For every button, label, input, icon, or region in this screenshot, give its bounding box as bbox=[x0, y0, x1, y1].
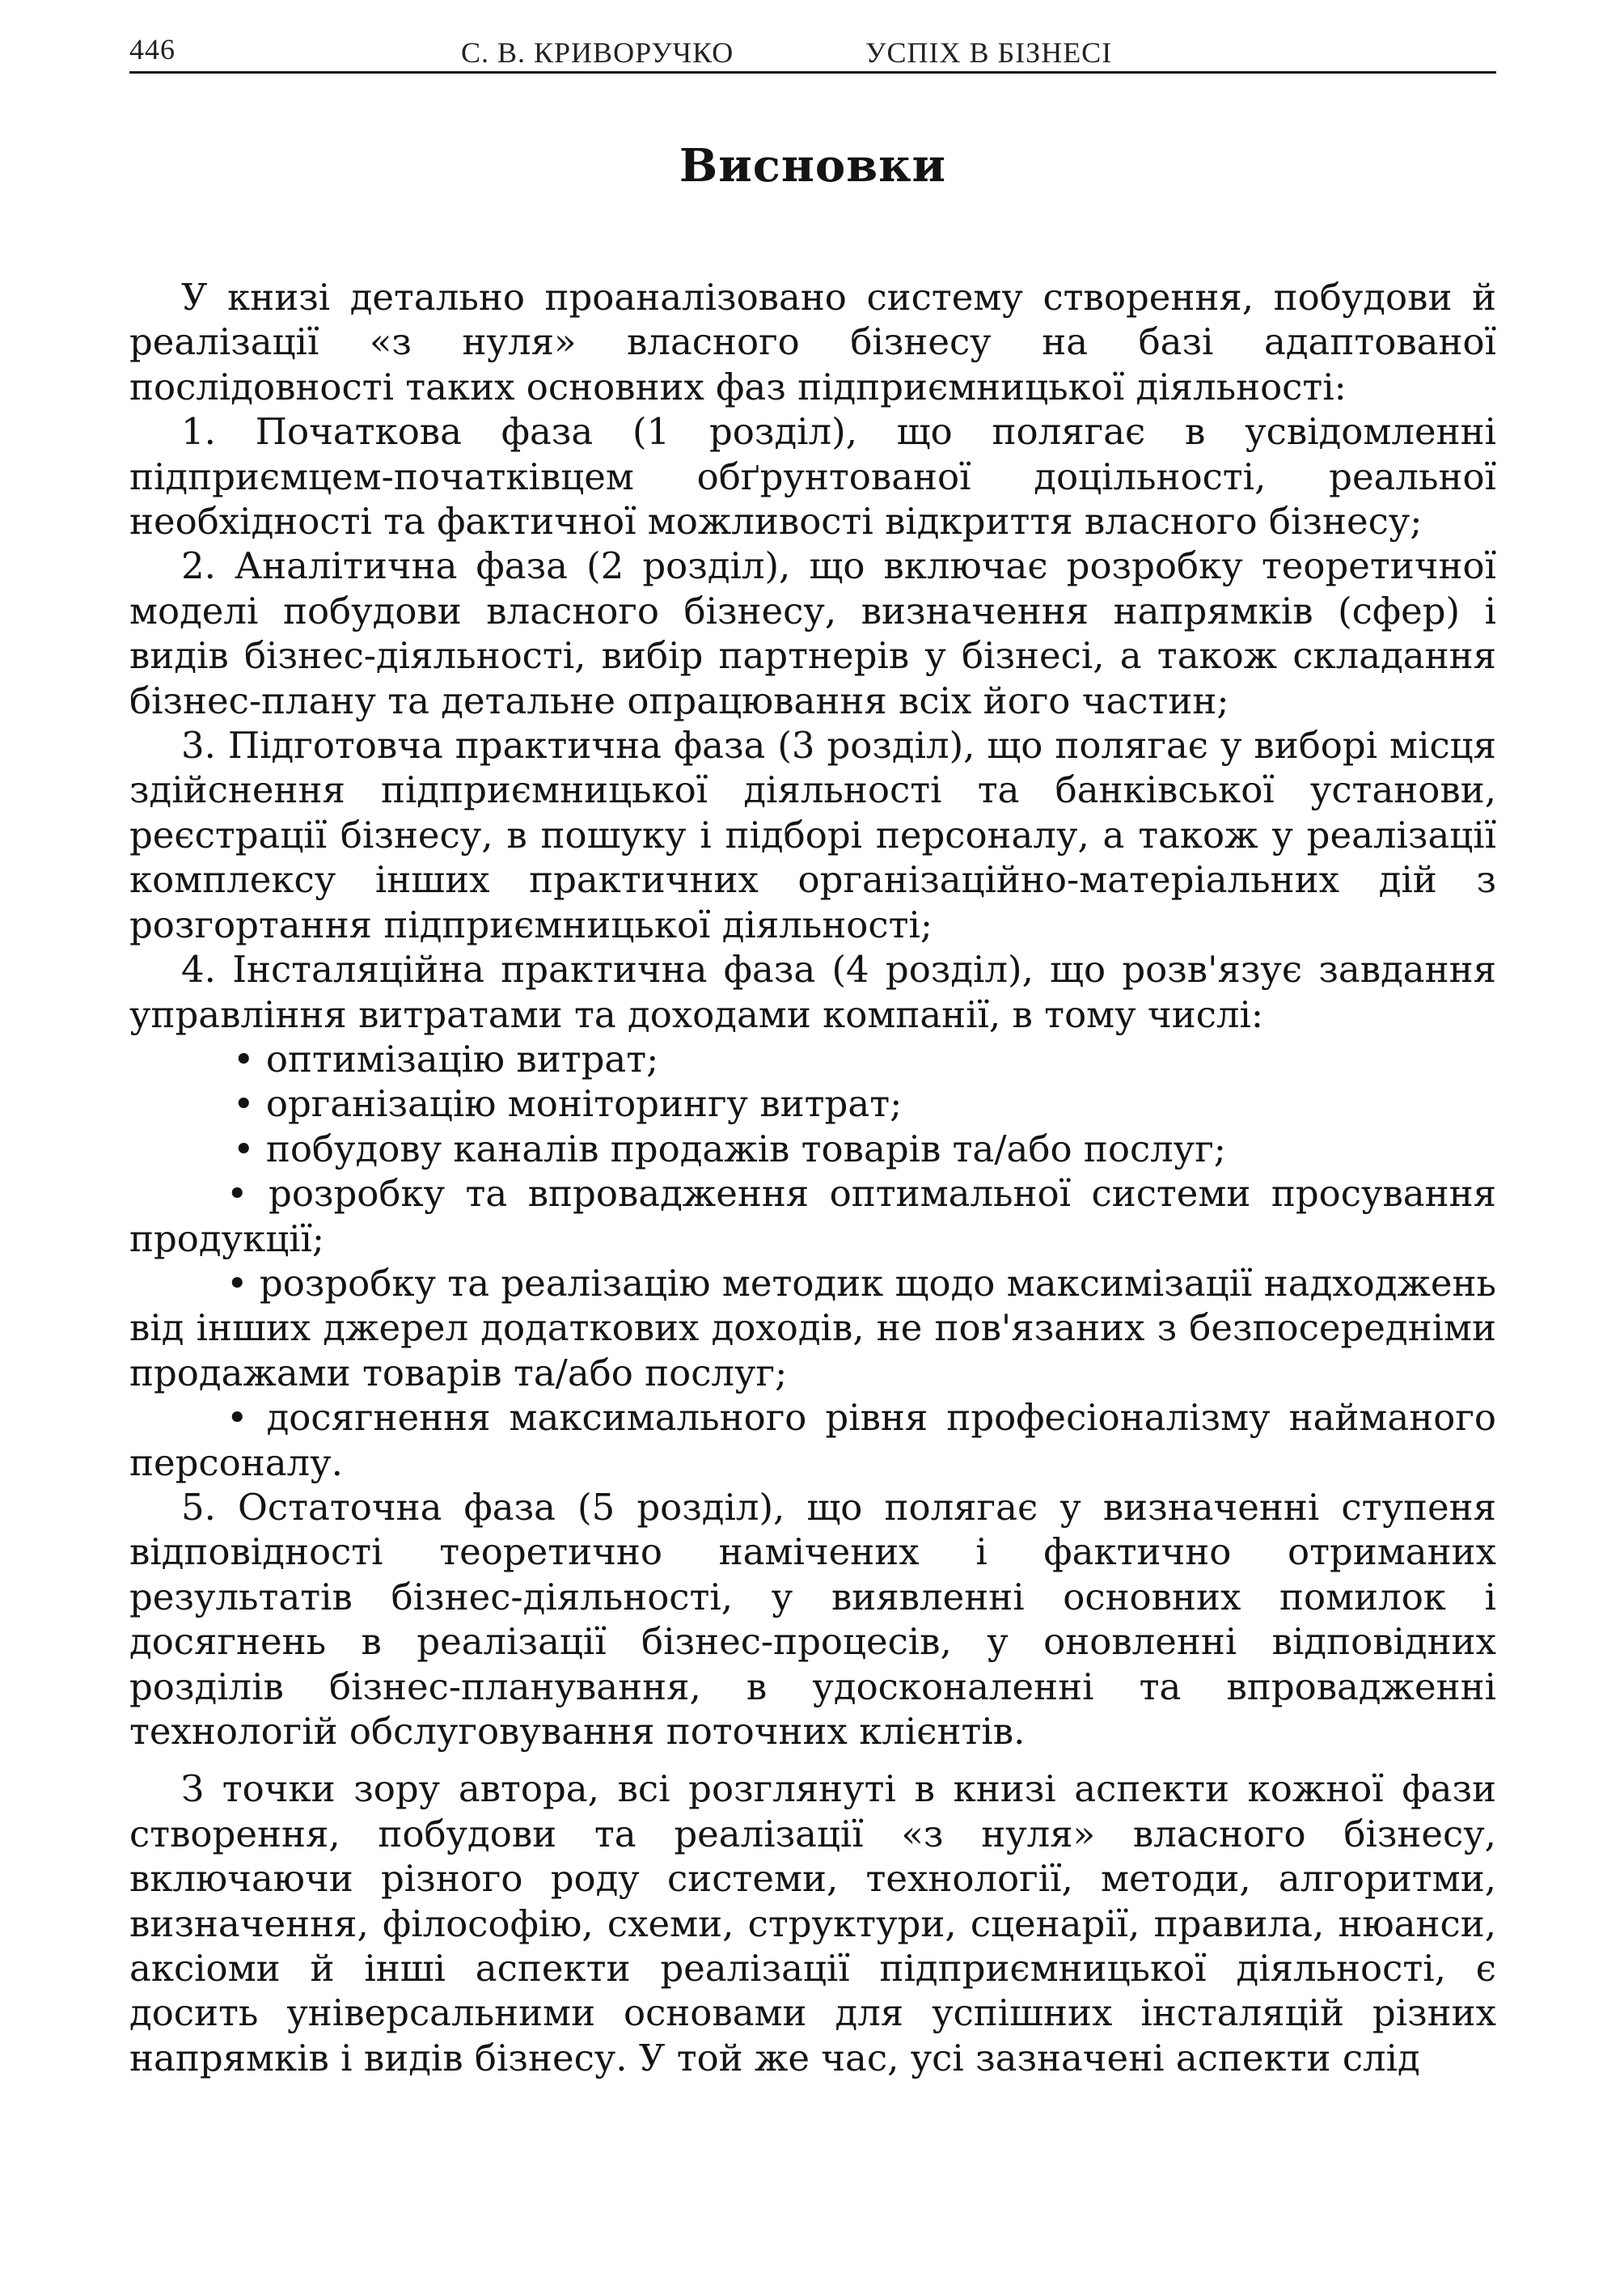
running-header bbox=[129, 32, 1496, 73]
running-header-author: С. В. КРИВОРУЧКО bbox=[461, 36, 734, 69]
body-text bbox=[129, 275, 1496, 2080]
header-rule bbox=[129, 71, 1496, 74]
bullet-item-additional-income: • розробку та реалізацію методик щодо максимізації надходжень від інших джерел додаткових доходів, не пов'язаних з безпосередніми продажами товарів та/або послуг; bbox=[129, 1261, 1496, 1394]
bullet-item-cost-optimization: • оптимізацію витрат; bbox=[233, 1037, 659, 1081]
page-number: 446 bbox=[129, 33, 176, 66]
bullet-item-cost-monitoring: • організацію моніторингу витрат; bbox=[233, 1082, 903, 1126]
bullet-item-staff-professionalism: • досягнення максимального рівня професіоналізму найманого персоналу. bbox=[129, 1396, 1496, 1484]
bullet-item-promotion-system: • розробку та впровадження оптимальної системи просування продукції; bbox=[129, 1172, 1496, 1260]
phase-4-paragraph: 4. Інсталяційна практична фаза (4 розділ), що розв'язує завдання управління витратами та доходами компанії, в тому числі: bbox=[129, 948, 1496, 1036]
phase-1-paragraph: 1. Початкова фаза (1 розділ), що полягає в усвідомленні підприємцем-початківцем обґрунтованої доцільності, реальної необхідності та фактичної можливості відкриття власного бізнесу; bbox=[129, 410, 1496, 544]
author-view-paragraph: З точки зору автора, всі розглянуті в книзі аспекти кожної фази створення, побудови та реалізації «з нуля» власного бізнесу, включаючи різного роду системи, технології, методи, алгоритми, визначення, філософію, схеми, структури, сценарії, правила, нюанси, аксіоми й інші аспекти реалізації підприємницької діяльності, є досить універсальними основами для успішних інсталяцій різних напрямків і видів бізнесу. У той же час, усі зазначені аспекти слід bbox=[129, 1767, 1496, 2079]
section-title: Висновки bbox=[679, 139, 947, 192]
phase-5-paragraph: 5. Остаточна фаза (5 розділ), що полягає у визначенні ступеня відповідності теоретично намічених і фактично отриманих результатів бізнес-діяльності, у виявленні основних помилок і досягнень в реалізації бізнес-процесів, у оновленні відповідних розділів бізнес-планування, в удосконаленні та впровадженні технологій обслуговування поточних клієнтів. bbox=[129, 1485, 1496, 1753]
book-page bbox=[129, 32, 1496, 2265]
phase-2-paragraph: 2. Аналітична фаза (2 розділ), що включає розробку теоретичної моделі побудови власного бізнесу, визначення напрямків (сфер) і видів бізнес-діяльності, вибір партнерів у бізнесі, а також складання бізнес-плану та детальне опрацювання всіх його частин; bbox=[129, 544, 1496, 722]
running-header-book-title: УСПІХ В БІЗНЕСІ bbox=[865, 36, 1113, 69]
phase-3-paragraph: 3. Підготовча практична фаза (3 розділ), що полягає у виборі місця здійснення підприємницької діяльності та банківської установи, реєстрації бізнесу, в пошуку і підборі персоналу, а також у реалізації комплексу інших практичних організаційно-матеріальних дій з розгортання підприємницької діяльності; bbox=[129, 724, 1496, 946]
intro-paragraph: У книзі детально проаналізовано систему створення, побудови й реалізації «з нуля» власного бізнесу на базі адаптованої послідовності таких основних фаз підприємницької діяльності: bbox=[129, 276, 1496, 408]
bullet-item-sales-channels: • побудову каналів продажів товарів та/або послуг; bbox=[233, 1127, 1226, 1170]
